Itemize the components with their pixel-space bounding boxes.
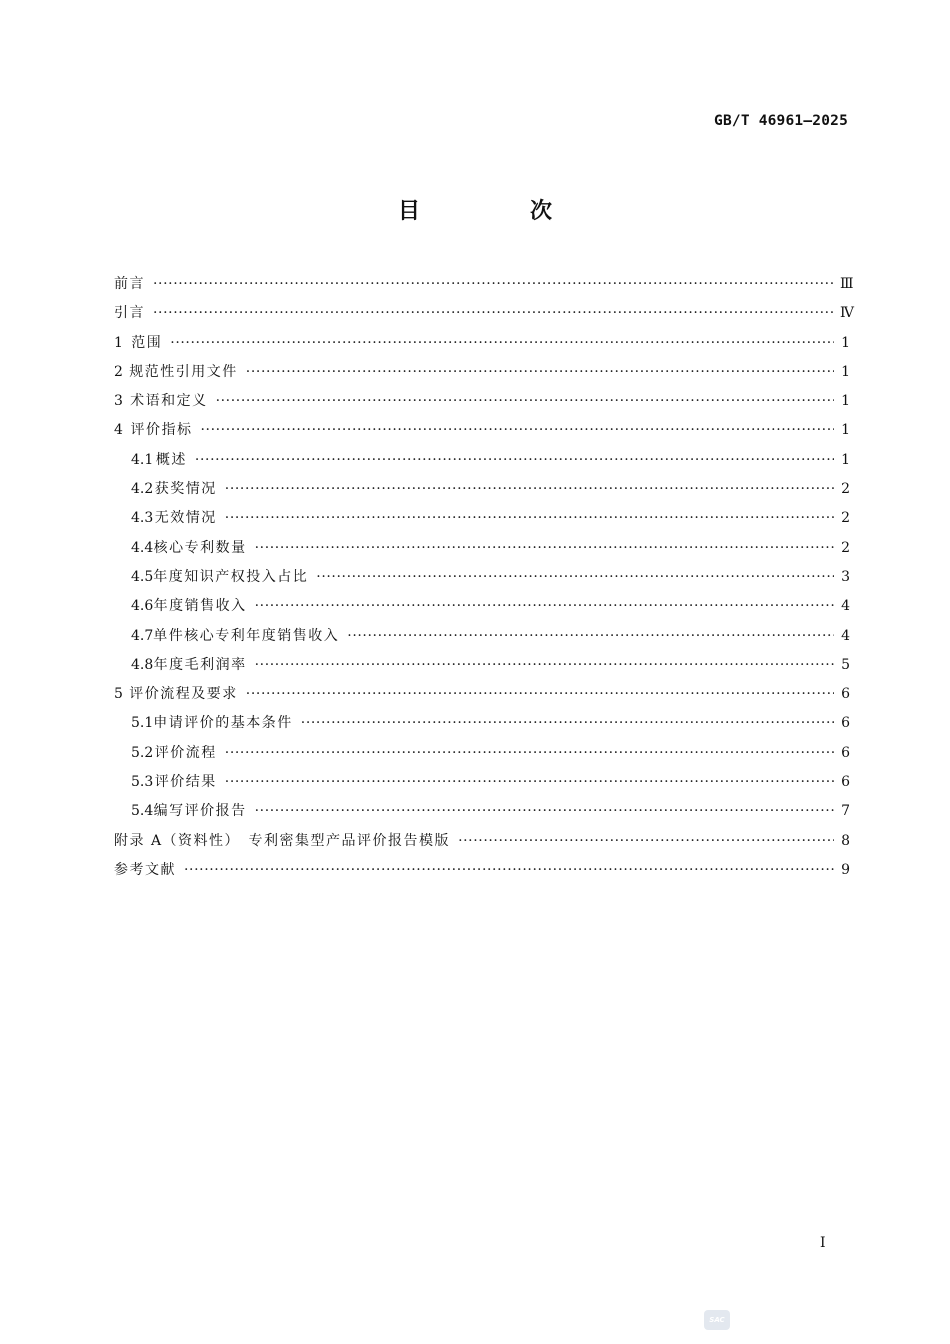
page-title: 目 次 xyxy=(397,199,596,224)
toc-entry-number: 5.2 xyxy=(131,744,154,761)
toc-entry-number: 4.7 xyxy=(131,627,154,644)
toc-dot-leader xyxy=(246,680,834,709)
toc-dot-leader xyxy=(225,504,834,533)
toc-dot-leader xyxy=(184,856,834,885)
toc-dot-leader xyxy=(347,622,834,651)
toc-entry-page: 2 xyxy=(841,510,850,527)
toc-entry-number: 2 xyxy=(114,363,123,380)
toc-entry-page: 2 xyxy=(841,539,850,556)
toc-entry-page: 7 xyxy=(841,803,850,820)
toc-entry-number: 4.3 xyxy=(131,510,154,527)
toc-entry-page: 4 xyxy=(841,627,850,644)
toc-entry-page: 4 xyxy=(841,598,850,615)
toc-entry-label: 前言 xyxy=(114,276,145,292)
toc-dot-leader xyxy=(225,768,834,797)
toc-entry[interactable] xyxy=(114,709,850,738)
toc-entry-number: 4.8 xyxy=(131,656,154,673)
toc-entry-page: 1 xyxy=(841,393,850,410)
toc-entry-number: 5.3 xyxy=(131,774,154,791)
toc-entry[interactable] xyxy=(114,651,850,680)
toc-dot-leader xyxy=(225,475,834,504)
toc-entry[interactable] xyxy=(114,827,850,856)
toc-entry-page: 6 xyxy=(841,715,850,732)
toc-entry-number: 4.4 xyxy=(131,539,154,556)
toc-entry[interactable] xyxy=(114,475,850,504)
toc-dot-leader xyxy=(170,329,834,358)
toc-entry[interactable] xyxy=(114,592,850,621)
toc-dot-leader xyxy=(225,739,834,768)
toc-entry-label: 无效情况 xyxy=(154,510,217,527)
toc-dot-leader xyxy=(246,358,834,387)
toc-entry-number: 1 xyxy=(114,334,123,351)
toc-dot-leader xyxy=(255,534,834,563)
toc-entry-page: Ⅲ xyxy=(840,276,854,292)
toc-entry-page: 1 xyxy=(841,422,850,439)
toc-entry[interactable] xyxy=(114,739,850,768)
toc-entry-page: Ⅳ xyxy=(840,305,854,322)
toc-entry-page: 6 xyxy=(841,686,850,703)
toc-dot-leader xyxy=(216,387,834,416)
toc-entry-label: 年度销售收入 xyxy=(153,598,247,615)
toc-entry-label: 规范性引用文件 xyxy=(129,363,238,380)
toc-dot-leader xyxy=(458,827,834,856)
toc-dot-leader xyxy=(255,797,834,826)
toc-entry-number: 5.1 xyxy=(131,715,154,732)
toc-entry-page: 1 xyxy=(841,334,850,351)
toc-entry-number: 4 xyxy=(114,422,123,439)
toc-entry-label: 评价结果 xyxy=(154,774,217,791)
toc-entry[interactable] xyxy=(114,534,850,563)
toc-dot-leader xyxy=(153,299,834,328)
toc-dot-leader xyxy=(316,563,834,592)
toc-entry-number: 5 xyxy=(114,686,123,703)
toc-entry-label: 附录 A（资料性） 专利密集型产品评价报告模版 xyxy=(114,832,451,849)
toc-entry-label: 评价指标 xyxy=(130,422,193,439)
toc-entry[interactable] xyxy=(114,563,850,592)
toc-entry-page: 3 xyxy=(841,568,850,585)
toc-entry-label: 评价流程及要求 xyxy=(129,686,238,703)
toc-entry-page: 9 xyxy=(841,861,850,878)
toc-entry[interactable] xyxy=(114,768,850,797)
toc-entry-page: 1 xyxy=(841,363,850,380)
toc-dot-leader xyxy=(153,270,834,299)
toc-entry-number: 4.5 xyxy=(131,568,154,585)
toc-entry-page: 1 xyxy=(841,451,850,468)
toc-entry-label: 申请评价的基本条件 xyxy=(153,715,293,732)
toc-entry[interactable] xyxy=(114,358,850,387)
toc-entry-label: 单件核心专利年度销售收入 xyxy=(153,627,340,644)
sac-watermark-logo: SAC xyxy=(704,1310,730,1330)
toc-entry[interactable] xyxy=(114,299,854,328)
toc-entry[interactable] xyxy=(114,329,850,358)
toc-entry[interactable] xyxy=(114,416,850,445)
toc-entry-number: 4.2 xyxy=(131,481,154,498)
toc-entry-label: 年度毛利润率 xyxy=(153,656,247,673)
toc-entry-label: 编写评价报告 xyxy=(153,803,247,820)
toc-entry-number: 5.4 xyxy=(131,803,154,820)
toc-entry[interactable] xyxy=(114,504,850,533)
toc-dot-leader xyxy=(255,651,834,680)
toc-entry[interactable] xyxy=(114,680,850,709)
toc-entry[interactable] xyxy=(114,446,850,475)
toc-entry-page: 6 xyxy=(841,774,850,791)
toc-entry[interactable] xyxy=(114,270,854,299)
toc-dot-leader xyxy=(255,592,834,621)
toc-entry-number: 4.1 xyxy=(131,451,154,468)
toc-entry-label: 引言 xyxy=(114,305,145,322)
page-number: I xyxy=(820,1235,826,1251)
table-of-contents xyxy=(114,270,854,885)
toc-entry-page: 2 xyxy=(841,481,850,498)
toc-entry[interactable] xyxy=(114,622,850,651)
toc-entry-label: 范围 xyxy=(131,334,163,351)
toc-entry[interactable] xyxy=(114,856,850,885)
standard-number: GB/T 46961—2025 xyxy=(714,113,848,129)
toc-entry[interactable] xyxy=(114,797,850,826)
toc-dot-leader xyxy=(200,416,834,445)
toc-dot-leader xyxy=(195,446,834,475)
toc-entry-number: 4.6 xyxy=(131,598,154,615)
toc-entry-label: 年度知识产权投入占比 xyxy=(153,568,309,585)
toc-entry-label: 评价流程 xyxy=(154,744,217,761)
toc-dot-leader xyxy=(301,709,834,738)
toc-entry[interactable] xyxy=(114,387,850,416)
toc-entry-page: 6 xyxy=(841,744,850,761)
toc-entry-label: 核心专利数量 xyxy=(153,539,247,556)
toc-entry-page: 8 xyxy=(841,832,850,849)
toc-entry-label: 参考文献 xyxy=(114,861,176,878)
toc-entry-label: 获奖情况 xyxy=(154,481,217,498)
toc-entry-number: 3 xyxy=(114,393,123,410)
toc-entry-label: 术语和定义 xyxy=(130,393,208,410)
toc-entry-label: 概述 xyxy=(155,451,187,468)
toc-entry-page: 5 xyxy=(841,656,850,673)
